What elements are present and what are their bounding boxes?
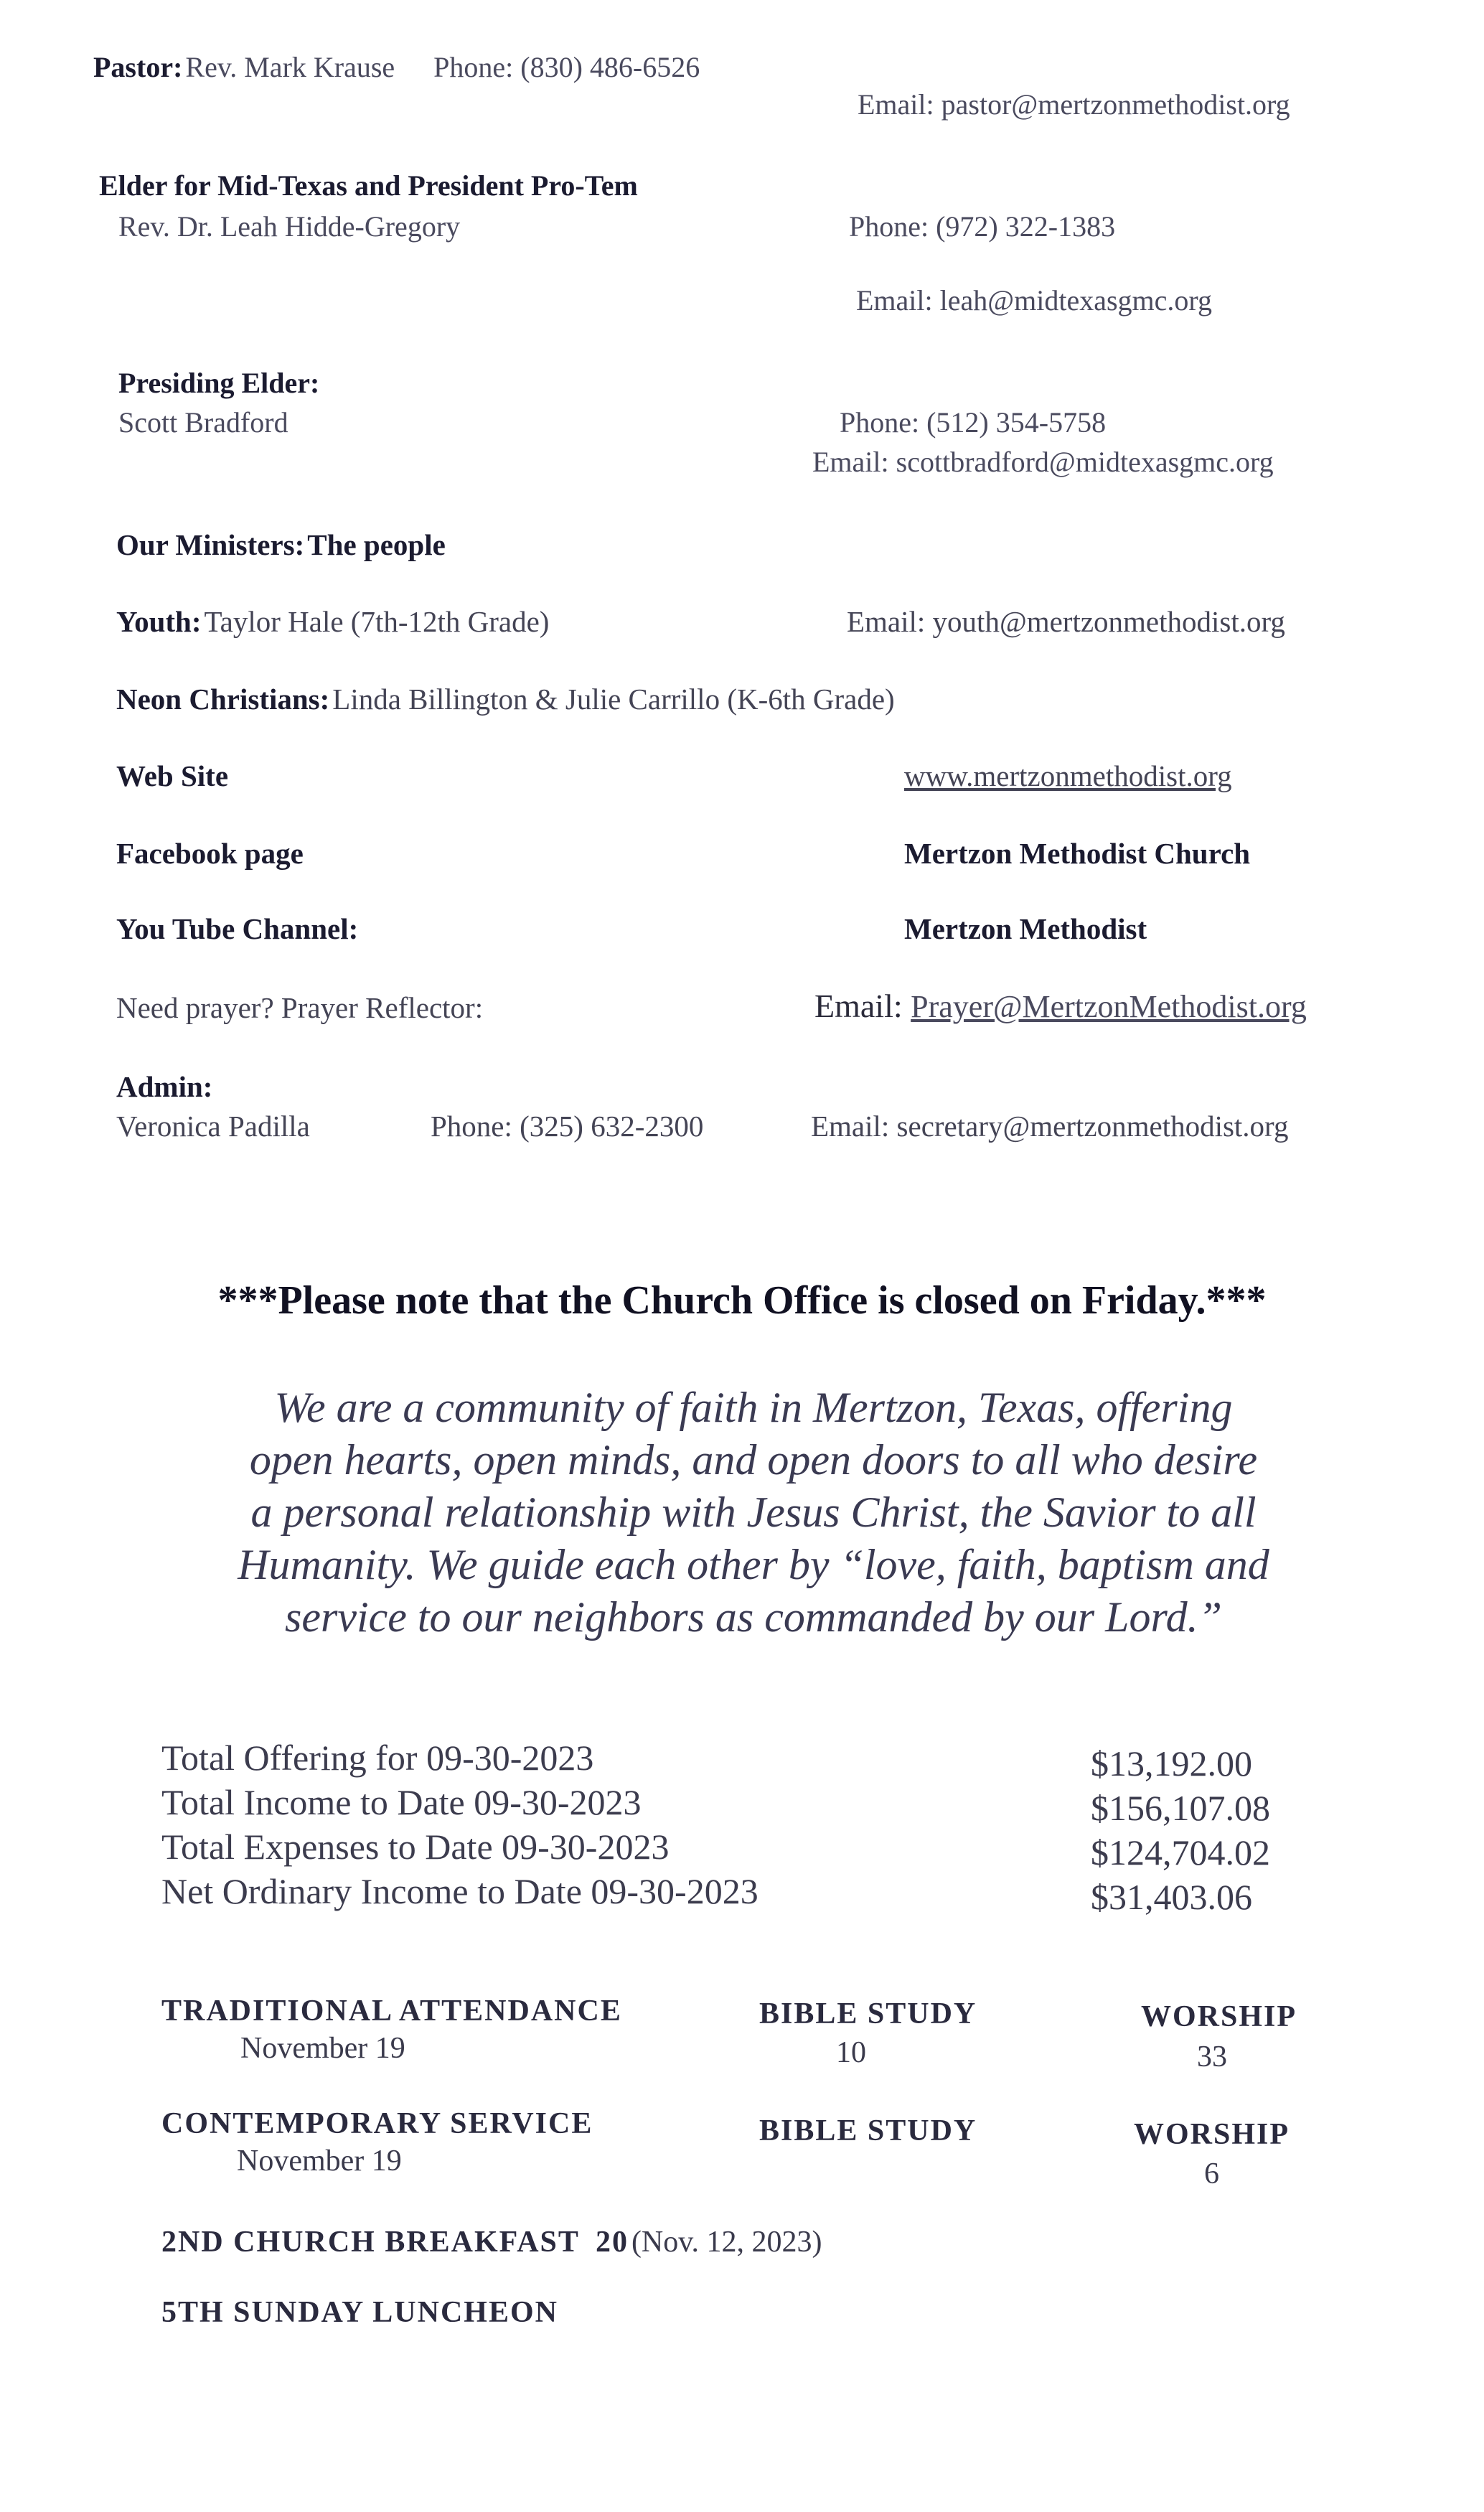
fin-label-income: Total Income to Date 09-30-2023: [161, 1782, 642, 1822]
website-label: Web Site: [116, 759, 229, 792]
traditional-title: TRADITIONAL ATTENDANCE: [161, 1995, 622, 2028]
elder-phone: Phone: (972) 322-1383: [849, 210, 1116, 243]
fin-amount-offering: $13,192.00: [1091, 1743, 1252, 1784]
mission-line: open hearts, open minds, and open doors to all who desire: [249, 1436, 1258, 1484]
facebook-label: Facebook page: [116, 837, 304, 870]
fin-amount-income: $156,107.08: [1091, 1788, 1270, 1828]
luncheon-label: 5TH SUNDAY LUNCHEON: [161, 2296, 558, 2329]
breakfast-label: 2ND CHURCH BREAKFAST: [161, 2226, 580, 2259]
ministers-row: [116, 528, 446, 562]
contemporary-date: November 19: [237, 2145, 402, 2178]
ministers-value: The people: [307, 528, 446, 561]
admin-name: Veronica Padilla: [116, 1110, 310, 1143]
elder-email: Email: leah@midtexasgmc.org: [856, 284, 1212, 317]
youtube-value: Mertzon Methodist: [904, 912, 1147, 945]
contemporary-bible-label: BIBLE STUDY: [759, 2114, 977, 2147]
fin-label-net: Net Ordinary Income to Date 09-30-2023: [161, 1871, 759, 1911]
admin-email: Email: secretary@mertzonmethodist.org: [811, 1110, 1289, 1143]
youtube-label: You Tube Channel:: [116, 912, 359, 945]
breakfast-count: 20: [595, 2226, 629, 2259]
office-closed-notice: ***Please note that the Church Office is closed on Friday.***: [217, 1278, 1267, 1323]
traditional-worship-label: WORSHIP: [1141, 2000, 1297, 2033]
traditional-bible-label: BIBLE STUDY: [759, 1997, 977, 2030]
prayer-email-link[interactable]: Prayer@MertzonMethodist.org: [911, 989, 1307, 1024]
admin-phone: Phone: (325) 632-2300: [431, 1110, 704, 1143]
presiding-elder-name: Scott Bradford: [118, 406, 288, 439]
traditional-bible-count: 10: [836, 2036, 866, 2069]
contemporary-title: CONTEMPORARY SERVICE: [161, 2107, 593, 2140]
fin-amount-expenses: $124,704.02: [1091, 1832, 1270, 1873]
youth-value: Taylor Hale (7th-12th Grade): [204, 605, 550, 638]
pastor-name: Rev. Mark Krause: [185, 51, 395, 83]
traditional-date: November 19: [240, 2032, 405, 2065]
fin-label-expenses: Total Expenses to Date 09-30-2023: [161, 1827, 670, 1867]
neon-row: [116, 682, 895, 716]
mission-line: a personal relationship with Jesus Christ, the Savior to all: [250, 1489, 1257, 1536]
prayer-email-row: [814, 987, 1307, 1025]
fin-label-offering: Total Offering for 09-30-2023: [161, 1738, 594, 1778]
youth-email: Email: youth@mertzonmethodist.org: [847, 605, 1285, 638]
admin-label: Admin:: [116, 1070, 213, 1103]
youth-label: Youth:: [116, 605, 202, 638]
pastor-label: Pastor:: [93, 51, 183, 83]
mission-line: Humanity. We guide each other by “love, faith, baptism and: [238, 1541, 1269, 1588]
mission-statement: [108, 1382, 1399, 1644]
prayer-label: Need prayer? Prayer Reflector:: [116, 991, 484, 1024]
presiding-elder-email: Email: scottbradford@midtexasgmc.org: [812, 446, 1274, 478]
ministers-label: Our Ministers:: [116, 528, 305, 561]
neon-label: Neon Christians:: [116, 683, 330, 716]
prayer-email-prefix: Email:: [814, 988, 903, 1024]
breakfast-row: [161, 2225, 822, 2259]
mission-line: service to our neighbors as commanded by our Lord.”: [284, 1593, 1223, 1641]
neon-value: Linda Billington & Julie Carrillo (K-6th Grade): [332, 683, 895, 716]
elder-name: Rev. Dr. Leah Hidde-Gregory: [118, 210, 461, 243]
traditional-worship-count: 33: [1197, 2040, 1227, 2073]
mission-line: We are a community of faith in Mertzon, Texas, offering: [274, 1384, 1233, 1431]
facebook-value: Mertzon Methodist Church: [904, 837, 1251, 870]
breakfast-date: (Nov. 12, 2023): [631, 2226, 822, 2259]
pastor-email: Email: pastor@mertzonmethodist.org: [858, 88, 1290, 121]
website-link[interactable]: www.mertzonmethodist.org: [904, 759, 1232, 792]
pastor-phone: Phone: (830) 486-6526: [433, 51, 700, 83]
elder-label: Elder for Mid-Texas and President Pro-Tem: [99, 169, 638, 202]
fin-amount-net: $31,403.06: [1091, 1877, 1252, 1917]
presiding-elder-label: Presiding Elder:: [118, 367, 320, 399]
presiding-elder-phone: Phone: (512) 354-5758: [840, 406, 1107, 439]
pastor-row: [93, 50, 700, 84]
contemporary-worship-count: 6: [1204, 2157, 1219, 2190]
youth-row: [116, 604, 549, 639]
contemporary-worship-label: WORSHIP: [1134, 2118, 1290, 2151]
